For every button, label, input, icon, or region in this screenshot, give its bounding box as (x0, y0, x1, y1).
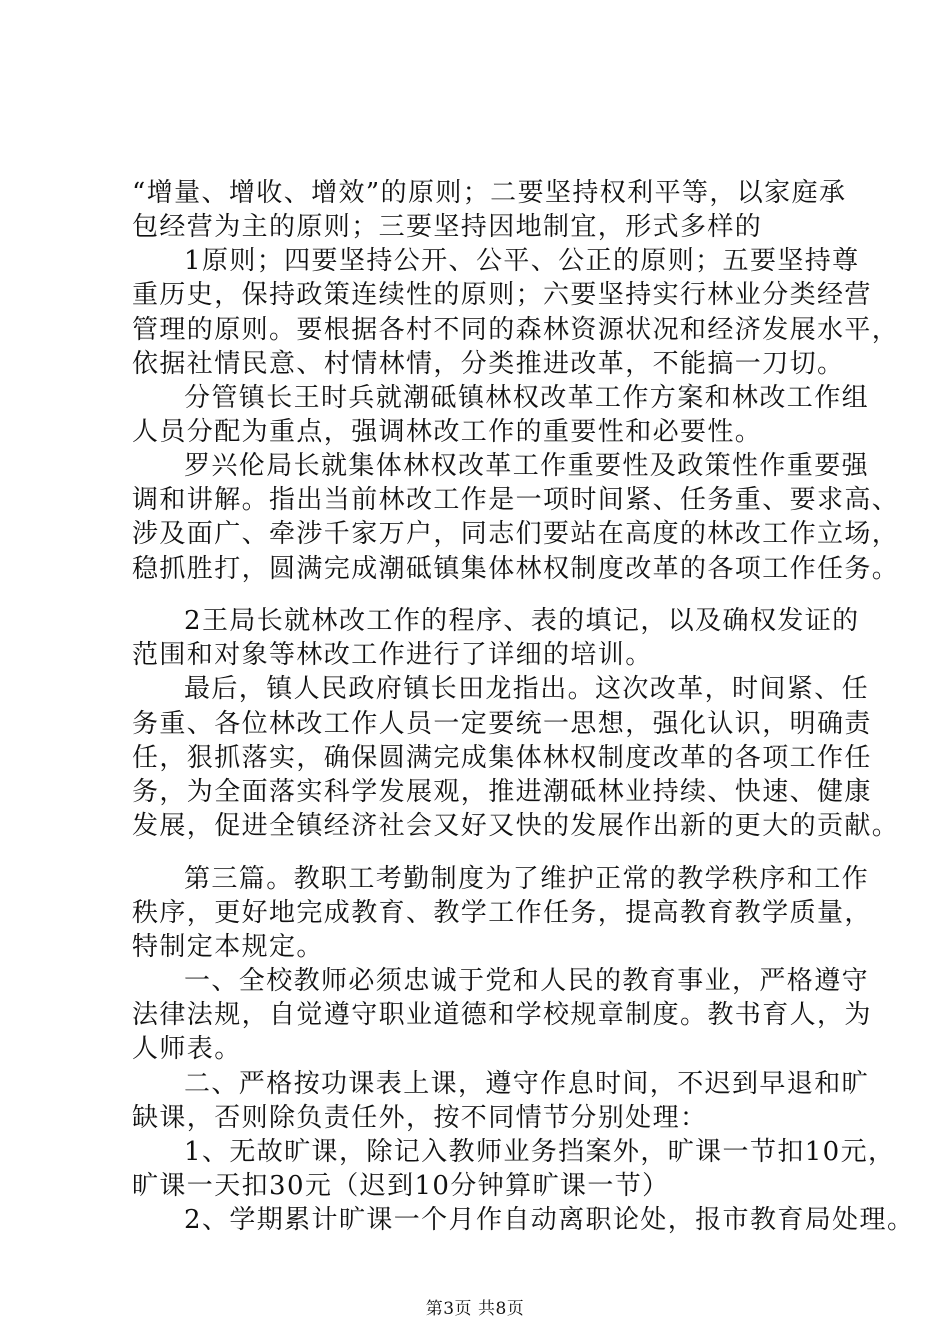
text-line: 任，狠抓落实，确保圆满完成集体林权制度改革的各项工作任 (132, 743, 872, 773)
text-line: 人员分配为重点，强调林改工作的重要性和必要性。 (132, 417, 763, 447)
text-line: 秩序，更好地完成教育、教学工作任务，提高教育教学质量， (132, 898, 872, 928)
text-line: 2王局长就林改工作的程序、表的填记，以及确权发证的 (184, 606, 860, 636)
text-line: 包经营为主的原则；三要坚持因地制宜，形式多样的 (132, 212, 763, 242)
text-line: 人师表。 (132, 1034, 242, 1064)
text-line: 一、全校教师必须忠诚于党和人民的教育事业，严格遵守 (184, 966, 870, 996)
text-line: 缺课，否则除负责任外，按不同情节分别处理： (132, 1103, 708, 1133)
text-line: 涉及面广、牵涉千家万户，同志们要站在高度的林改工作立场， (132, 519, 900, 549)
text-line: 第三篇。教职工考勤制度为了维护正常的教学秩序和工作 (184, 864, 870, 894)
text-line: 重历史，保持政策连续性的原则；六要坚持实行林业分类经营 (132, 280, 872, 310)
text-line: 依据社情民意、村情林情，分类推进改革，不能搞一刀切。 (132, 349, 845, 379)
text-line: 最后，镇人民政府镇长田龙指出。这次改革，时间紧、任 (184, 674, 870, 704)
text-line: 法律法规，自觉遵守职业道德和学校规章制度。教书育人，为 (132, 1000, 872, 1030)
text-line: 二、严格按功课表上课，遵守作息时间，不迟到早退和旷 (184, 1069, 870, 1099)
text-line: 特制定本规定。 (132, 932, 324, 962)
text-line: 1原则；四要坚持公开、公平、公正的原则；五要坚持尊 (184, 246, 860, 276)
text-line: 调和讲解。指出当前林改工作是一项时间紧、任务重、要求高、 (132, 485, 900, 515)
text-line: 罗兴伦局长就集体林权改革工作重要性及政策性作重要强 (184, 451, 870, 481)
text-line: 务重、各位林改工作人员一定要统一思想，强化认识，明确责 (132, 709, 872, 739)
text-line: 稳抓胜打，圆满完成潮砥镇集体林权制度改革的各项工作任务。 (132, 554, 900, 584)
text-line: 旷课一天扣30元（迟到10分钟算旷课一节） (132, 1171, 670, 1201)
text-line: 分管镇长王时兵就潮砥镇林权改革工作方案和林改工作组 (184, 383, 870, 413)
text-line: “增量、增收、增效”的原则；二要坚持权利平等，以家庭承 (132, 178, 847, 208)
text-line: 2、学期累计旷课一个月作自动离职论处，报市教育局处理。 (184, 1205, 915, 1235)
text-line: 务，为全面落实科学发展观，推进潮砥林业持续、快速、健康 (132, 777, 872, 807)
text-line: 范围和对象等林改工作进行了详细的培训。 (132, 640, 653, 670)
text-line: 发展，促进全镇经济社会又好又快的发展作出新的更大的贡献。 (132, 811, 900, 841)
page-number-footer: 第3页 共8页 (425, 1299, 525, 1319)
text-line: 1、无故旷课，除记入教师业务挡案外，旷课一节扣10元， (184, 1137, 896, 1167)
text-line: 管理的原则。要根据各村不同的森林资源状况和经济发展水平， (132, 315, 900, 345)
